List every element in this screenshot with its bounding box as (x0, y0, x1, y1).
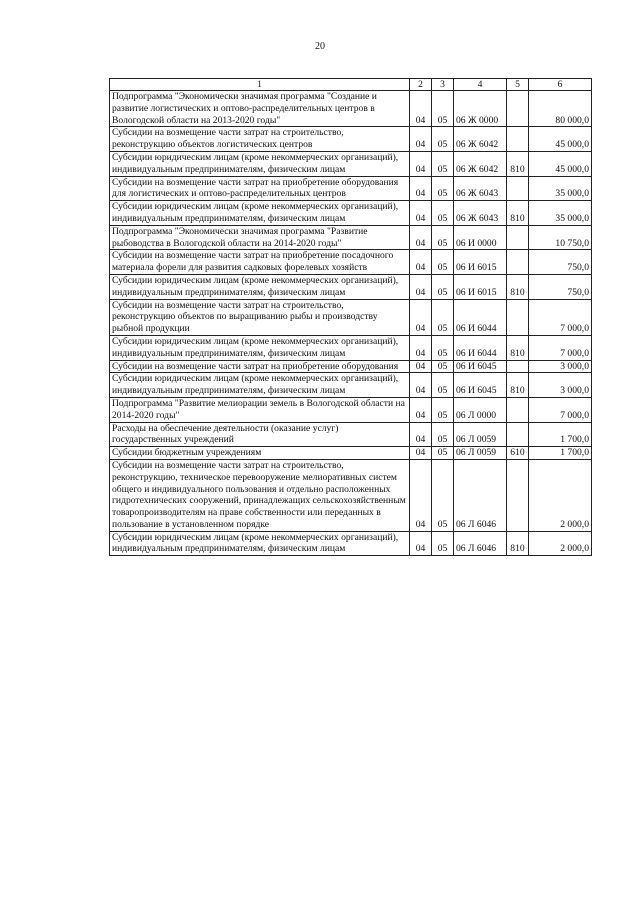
page-number: 20 (315, 41, 325, 52)
target-article-code: 06 Ж 6042 (454, 127, 507, 152)
expense-type-code (507, 360, 529, 373)
amount: 35 000,0 (529, 201, 592, 226)
amount: 45 000,0 (529, 127, 592, 152)
expense-type-code (507, 91, 529, 127)
subsection-code: 05 (432, 422, 454, 447)
amount: 35 000,0 (529, 176, 592, 201)
subsection-code: 05 (432, 397, 454, 422)
section-code: 04 (410, 127, 432, 152)
subsection-code: 05 (432, 91, 454, 127)
subsection-code: 05 (432, 250, 454, 275)
row-description: Субсидии юридическим лицам (кроме некоммерческих организаций), индивидуальным предпринимателям, физическим лицам (110, 531, 410, 556)
subsection-code: 05 (432, 335, 454, 360)
table-row (110, 335, 592, 360)
target-article-code: 06 Л 0000 (454, 397, 507, 422)
amount: 1 700,0 (529, 447, 592, 460)
section-code: 04 (410, 225, 432, 250)
table-row (110, 373, 592, 398)
column-header: 1 (110, 79, 410, 91)
expense-type-code (507, 397, 529, 422)
row-description: Расходы на обеспечение деятельности (оказание услуг) государственных учреждений (110, 422, 410, 447)
row-description: Субсидии на возмещение части затрат на приобретение оборудования для логистических и оптово-распределительных центров (110, 176, 410, 201)
table-row (110, 447, 592, 460)
target-article-code: 06 И 6044 (454, 335, 507, 360)
table-header-row (110, 79, 592, 91)
subsection-code: 05 (432, 127, 454, 152)
subsection-code: 05 (432, 176, 454, 201)
target-article-code: 06 И 6045 (454, 360, 507, 373)
subsection-code: 05 (432, 360, 454, 373)
target-article-code: 06 Л 6046 (454, 459, 507, 531)
subsection-code: 05 (432, 274, 454, 299)
table-row (110, 201, 592, 226)
column-header: 2 (410, 79, 432, 91)
row-description: Подпрограмма "Развитие мелиорации земель в Вологодской области на 2014-2020 годы" (110, 397, 410, 422)
expense-type-code (507, 225, 529, 250)
target-article-code: 06 И 6015 (454, 274, 507, 299)
table-row (110, 176, 592, 201)
table-row (110, 531, 592, 556)
amount: 3 000,0 (529, 360, 592, 373)
section-code: 04 (410, 335, 432, 360)
amount: 750,0 (529, 250, 592, 275)
section-code: 04 (410, 459, 432, 531)
row-description: Субсидии юридическим лицам (кроме некоммерческих организаций), индивидуальным предпринимателям, физическим лицам (110, 201, 410, 226)
column-header: 4 (454, 79, 507, 91)
subsection-code: 05 (432, 201, 454, 226)
table-row (110, 225, 592, 250)
row-description: Субсидии юридическим лицам (кроме некоммерческих организаций), индивидуальным предпринимателям, физическим лицам (110, 274, 410, 299)
table-row (110, 360, 592, 373)
table-row (110, 151, 592, 176)
column-header: 6 (529, 79, 592, 91)
column-header: 5 (507, 79, 529, 91)
row-description: Подпрограмма "Экономически значимая программа "Развитие рыбоводства в Вологодской области на 2014-2020 годы" (110, 225, 410, 250)
section-code: 04 (410, 447, 432, 460)
table-row (110, 459, 592, 531)
section-code: 04 (410, 360, 432, 373)
subsection-code: 05 (432, 373, 454, 398)
expense-type-code (507, 176, 529, 201)
budget-table (109, 78, 592, 556)
table-row (110, 274, 592, 299)
expense-type-code (507, 459, 529, 531)
row-description: Субсидии на возмещение части затрат на приобретение посадочного материала форели для развития садковых форелевых хозяйств (110, 250, 410, 275)
section-code: 04 (410, 151, 432, 176)
row-description: Субсидии бюджетным учреждениям (110, 447, 410, 460)
row-description: Субсидии юридическим лицам (кроме некоммерческих организаций), индивидуальным предпринимателям, физическим лицам (110, 151, 410, 176)
subsection-code: 05 (432, 531, 454, 556)
expense-type-code (507, 299, 529, 335)
section-code: 04 (410, 274, 432, 299)
table-row (110, 91, 592, 127)
target-article-code: 06 Ж 6042 (454, 151, 507, 176)
section-code: 04 (410, 201, 432, 226)
amount: 1 700,0 (529, 422, 592, 447)
section-code: 04 (410, 91, 432, 127)
row-description: Субсидии на возмещение части затрат на строительство, реконструкцию объектов по выращиванию рыбы и производству рыбной продукции (110, 299, 410, 335)
table-row (110, 422, 592, 447)
expense-type-code (507, 250, 529, 275)
target-article-code: 06 Л 0059 (454, 447, 507, 460)
row-description: Субсидии юридическим лицам (кроме некоммерческих организаций), индивидуальным предпринимателям, физическим лицам (110, 335, 410, 360)
subsection-code: 05 (432, 447, 454, 460)
section-code: 04 (410, 373, 432, 398)
row-description: Субсидии на возмещение части затрат на строительство, реконструкцию, техническое перевооружение мелиоративных систем общего и индивидуального пользования и отдельно расположенных гидротехнических сооружений, принадлежащих сельскохозяйственным товаропроизводителям на праве собственности или переданных в пользование в установленном порядке (110, 459, 410, 531)
section-code: 04 (410, 531, 432, 556)
target-article-code: 06 И 6045 (454, 373, 507, 398)
expense-type-code (507, 127, 529, 152)
section-code: 04 (410, 250, 432, 275)
subsection-code: 05 (432, 225, 454, 250)
expense-type-code: 610 (507, 447, 529, 460)
section-code: 04 (410, 299, 432, 335)
subsection-code: 05 (432, 151, 454, 176)
target-article-code: 06 Л 6046 (454, 531, 507, 556)
section-code: 04 (410, 176, 432, 201)
amount: 3 000,0 (529, 373, 592, 398)
amount: 2 000,0 (529, 459, 592, 531)
section-code: 04 (410, 397, 432, 422)
target-article-code: 06 Ж 6043 (454, 201, 507, 226)
row-description: Субсидии юридическим лицам (кроме некоммерческих организаций), индивидуальным предпринимателям, физическим лицам (110, 373, 410, 398)
target-article-code: 06 Ж 6043 (454, 176, 507, 201)
section-code: 04 (410, 422, 432, 447)
expense-type-code: 810 (507, 274, 529, 299)
expense-type-code: 810 (507, 531, 529, 556)
column-header: 3 (432, 79, 454, 91)
target-article-code: 06 И 6044 (454, 299, 507, 335)
amount: 7 000,0 (529, 397, 592, 422)
table-row (110, 299, 592, 335)
amount: 80 000,0 (529, 91, 592, 127)
row-description: Субсидии на возмещение части затрат на строительство, реконструкцию объектов логистических центров (110, 127, 410, 152)
expense-type-code: 810 (507, 201, 529, 226)
target-article-code: 06 И 0000 (454, 225, 507, 250)
subsection-code: 05 (432, 299, 454, 335)
target-article-code: 06 И 6015 (454, 250, 507, 275)
subsection-code: 05 (432, 459, 454, 531)
amount: 2 000,0 (529, 531, 592, 556)
amount: 7 000,0 (529, 299, 592, 335)
row-description: Подпрограмма "Экономически значимая программа "Создание и развитие логистических и оптово-распределительных центров в Вологодской области на 2013-2020 годы" (110, 91, 410, 127)
amount: 45 000,0 (529, 151, 592, 176)
expense-type-code: 810 (507, 151, 529, 176)
amount: 10 750,0 (529, 225, 592, 250)
table-body (110, 91, 592, 556)
expense-type-code: 810 (507, 335, 529, 360)
row-description: Субсидии на возмещение части затрат на приобретение оборудования (110, 360, 410, 373)
amount: 750,0 (529, 274, 592, 299)
amount: 7 000,0 (529, 335, 592, 360)
target-article-code: 06 Л 0059 (454, 422, 507, 447)
target-article-code: 06 Ж 0000 (454, 91, 507, 127)
expense-type-code (507, 422, 529, 447)
table-row (110, 397, 592, 422)
table-row (110, 127, 592, 152)
expense-type-code: 810 (507, 373, 529, 398)
table-row (110, 250, 592, 275)
